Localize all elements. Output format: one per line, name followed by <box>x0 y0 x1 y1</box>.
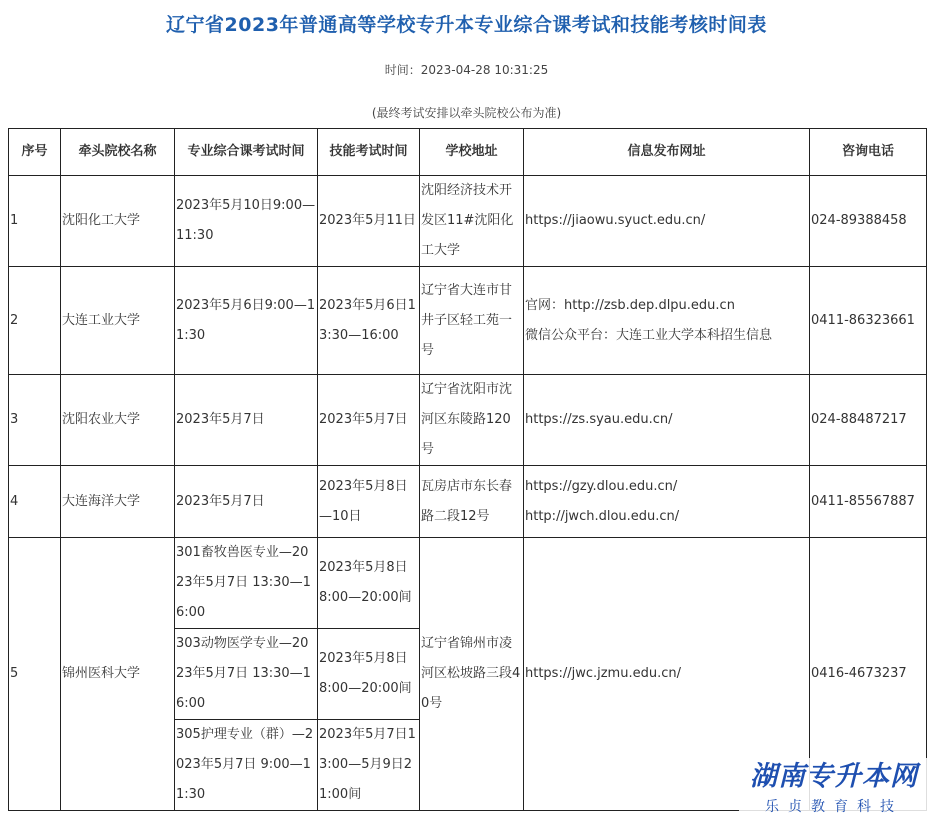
table-row <box>9 538 927 629</box>
row-address: 辽宁省沈阳市沈河区东陵路120号 <box>420 375 524 466</box>
row-exam-time: 305护理专业（群）—2023年5月7日 9:00—11:30 <box>175 720 318 811</box>
row-wechat-text: 微信公众平台：大连工业大学本科招生信息 <box>525 327 773 343</box>
row-no: 5 <box>9 538 61 811</box>
row-address: 辽宁省大连市甘井子区轻工苑一号 <box>420 267 524 375</box>
row-exam-time: 303动物医学专业—2023年5月7日 13:30—16:00 <box>175 629 318 720</box>
page-title: 辽宁省2023年普通高等学校专升本专业综合课考试和技能考核时间表 <box>166 14 767 36</box>
header-exam-time: 专业综合课考试时间 <box>175 129 318 176</box>
row-url-link[interactable]: http://jwch.dlou.edu.cn/ <box>525 508 680 524</box>
row-address: 沈阳经济技术开发区11#沈阳化工大学 <box>420 176 524 267</box>
row-exam-time: 301畜牧兽医专业—2023年5月7日 13:30—16:00 <box>175 538 318 629</box>
publish-time: 时间：2023-04-28 10:31:25 <box>384 63 549 77</box>
row-phone: 024-88487217 <box>810 375 927 466</box>
row-exam-time: 2023年5月6日9:00—11:30 <box>175 267 318 375</box>
schedule-note: (最终考试安排以牵头院校公布为准) <box>371 106 562 120</box>
row-phone: 024-89388458 <box>810 176 927 267</box>
table-header-row <box>9 129 927 176</box>
row-exam-time: 2023年5月7日 <box>175 466 318 538</box>
row-skill-time: 2023年5月7日 <box>318 375 420 466</box>
row-no: 2 <box>9 267 61 375</box>
row-exam-time: 2023年5月7日 <box>175 375 318 466</box>
row-exam-time: 2023年5月10日9:00—11:30 <box>175 176 318 267</box>
row-no: 1 <box>9 176 61 267</box>
row-address: 瓦房店市东长春路二段12号 <box>420 466 524 538</box>
exam-schedule-table <box>8 128 927 811</box>
row-url-cell <box>524 176 810 267</box>
row-phone: 0416-4673237 <box>810 538 927 811</box>
table-row <box>9 375 927 466</box>
header-phone: 咨询电话 <box>810 129 927 176</box>
row-no: 3 <box>9 375 61 466</box>
row-phone: 0411-86323661 <box>810 267 927 375</box>
watermark-logo <box>739 758 929 818</box>
table-row <box>9 466 927 538</box>
header-skill-time: 技能考试时间 <box>318 129 420 176</box>
row-school: 大连工业大学 <box>61 267 175 375</box>
row-skill-time: 2023年5月8日8:00—20:00间 <box>318 629 420 720</box>
row-url-cell <box>524 375 810 466</box>
row-no: 4 <box>9 466 61 538</box>
row-url-link[interactable]: https://jwc.jzmu.edu.cn/ <box>525 666 681 681</box>
row-skill-time: 2023年5月7日13:00—5月9日21:00间 <box>318 720 420 811</box>
header-url: 信息发布网址 <box>524 129 810 176</box>
table-row <box>9 267 927 375</box>
row-skill-time: 2023年5月6日13:30—16:00 <box>318 267 420 375</box>
row-school: 沈阳农业大学 <box>61 375 175 466</box>
row-url-link[interactable]: https://gzy.dlou.edu.cn/ <box>525 478 678 494</box>
row-skill-time: 2023年5月8日8:00—20:00间 <box>318 538 420 629</box>
row-skill-time: 2023年5月8日—10日 <box>318 466 420 538</box>
row-skill-time: 2023年5月11日 <box>318 176 420 267</box>
row-school: 沈阳化工大学 <box>61 176 175 267</box>
header-address: 学校地址 <box>420 129 524 176</box>
watermark-main-text: 湖南专升本网 <box>750 761 918 792</box>
row-school: 大连海洋大学 <box>61 466 175 538</box>
row-phone: 0411-85567887 <box>810 466 927 538</box>
row-url-link[interactable]: 官网：http://zsb.dep.dlpu.edu.cn <box>525 297 735 313</box>
watermark-sub-text: 乐贞教育科技 <box>765 799 903 815</box>
row-url-link[interactable]: https://jiaowu.syuct.edu.cn/ <box>525 213 706 228</box>
row-url-cell <box>524 267 810 375</box>
header-no: 序号 <box>9 129 61 176</box>
table-row <box>9 176 927 267</box>
header-school: 牵头院校名称 <box>61 129 175 176</box>
row-url-cell <box>524 466 810 538</box>
row-school: 锦州医科大学 <box>61 538 175 811</box>
row-address: 辽宁省锦州市凌河区松坡路三段40号 <box>420 538 524 811</box>
row-url-link[interactable]: https://zs.syau.edu.cn/ <box>525 412 673 427</box>
